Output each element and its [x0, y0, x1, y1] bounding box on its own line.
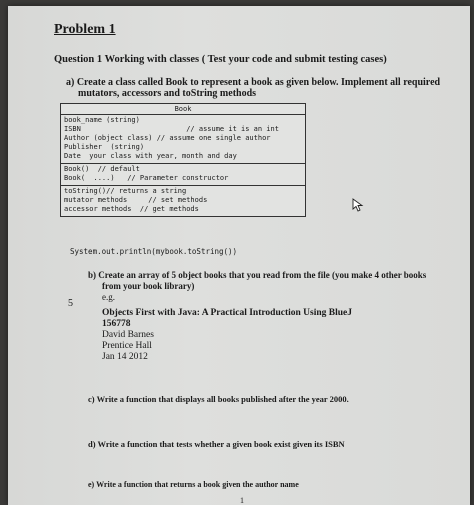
uml-method: mutator methods // set methods: [64, 196, 208, 204]
part-c-text: c) Write a function that displays all books published after the year 2000.: [88, 394, 349, 404]
uml-class-name: Book: [61, 104, 305, 115]
part-d-text: d) Write a function that tests whether a given book exist given its ISBN: [88, 439, 345, 449]
book-author: David Barnes: [102, 330, 154, 340]
question-1-heading: Question 1 Working with classes ( Test your code and submit testing cases): [54, 54, 387, 65]
uml-methods-section: [61, 186, 305, 216]
part-b-text: [88, 270, 426, 303]
uml-constructor: Book() // default: [64, 165, 140, 173]
book-title: Objects First with Java: A Practical Introduction Using BlueJ: [102, 308, 352, 318]
part-a-line-2: mutators, accessors and toString methods: [78, 88, 257, 99]
uml-method: accessor methods // get methods: [64, 205, 199, 213]
document-page: [8, 6, 470, 505]
part-b-line-2: from your book library): [102, 281, 195, 291]
uml-method: toString()// returns a string: [64, 187, 187, 195]
book-isbn: 156778: [102, 319, 131, 329]
page-number: 1: [240, 496, 244, 505]
book-publisher: Prentice Hall: [102, 341, 152, 351]
part-a-line-1: a) Create a class called Book to represent a book as given below. Implement all required: [66, 77, 441, 88]
part-e-text: e) Write a function that returns a book given the author name: [88, 480, 299, 489]
uml-constructor: Book( ....) // Parameter constructor: [64, 174, 229, 182]
book-example: [102, 308, 352, 363]
book-count: 5: [68, 298, 73, 309]
mouse-pointer-icon: [352, 198, 364, 212]
uml-attribute: Date your class with year, month and day: [64, 152, 237, 160]
uml-constructors-section: [61, 164, 305, 186]
uml-attribute: Publisher (string): [64, 143, 145, 151]
uml-attribute: Author (object class) // assume one single author: [64, 134, 271, 142]
uml-class-diagram: [60, 103, 306, 217]
part-a-text: [66, 77, 440, 99]
part-b-line-1: b) Create an array of 5 object books that you read from the file (you make 4 other books: [88, 270, 427, 280]
uml-attributes-section: [61, 115, 305, 164]
uml-attribute: book_name (string): [64, 116, 140, 124]
uml-attribute: ISBN // assume it is an int: [64, 125, 279, 133]
page-title: Problem 1: [54, 22, 116, 37]
part-b-line-3: e.g.: [102, 292, 115, 302]
book-date: Jan 14 2012: [102, 352, 148, 362]
code-example: System.out.println(mybook.toString()): [70, 247, 238, 256]
